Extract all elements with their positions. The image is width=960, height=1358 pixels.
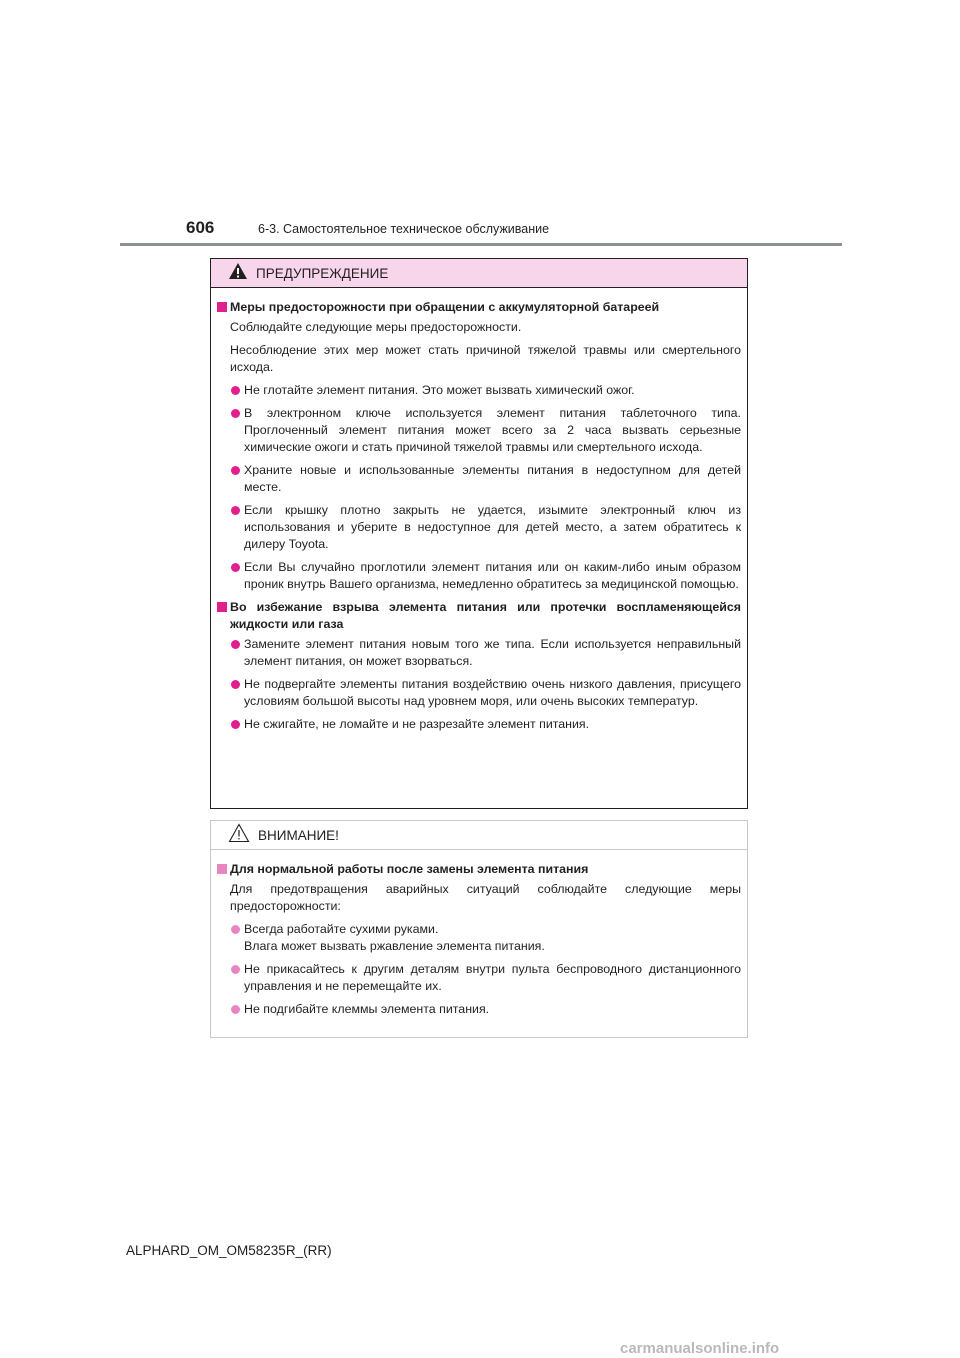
list-item: Не глотайте элемент питания. Это может вызвать химический ожог. xyxy=(217,382,741,399)
circle-bullet-icon xyxy=(230,502,244,519)
section-heading: Для нормальной работы после замены элемента питания xyxy=(217,861,741,878)
circle-bullet-icon xyxy=(230,921,244,938)
square-bullet-icon xyxy=(217,599,230,616)
square-bullet-icon xyxy=(217,299,230,316)
circle-bullet-icon xyxy=(230,462,244,479)
warning-triangle-icon xyxy=(228,262,248,285)
document-code: ALPHARD_OM_OM58235R_(RR) xyxy=(126,1243,332,1258)
page-number: 606 xyxy=(186,218,215,237)
section-title: 6-3. Самостоятельное техническое обслуживание xyxy=(258,222,550,236)
paragraph: Для предотвращения аварийных ситуаций соблюдайте следующие меры предосторожности: xyxy=(230,882,741,913)
warning-title: ПРЕДУПРЕЖДЕНИЕ xyxy=(256,265,389,281)
list-item: Не подвергайте элементы питания воздействию очень низкого давления, присущего условиям большой высоты над уровнем моря, или очень высоких температур. xyxy=(217,676,741,710)
list-item: Не сжигайте, не ломайте и не разрезайте элемент питания. xyxy=(217,716,741,733)
caution-header xyxy=(211,821,747,850)
list-item: Не прикасайтесь к другим деталям внутри пульта беспроводного дистанционного управления и не перемещайте их. xyxy=(217,961,741,995)
circle-bullet-icon xyxy=(230,636,244,653)
circle-bullet-icon xyxy=(230,405,244,422)
warning-body xyxy=(211,288,747,733)
list-item: Если Вы случайно проглотили элемент питания или он каким-либо иным образом проник внутрь Вашего организма, немедленно обратитесь за медицинской помощью. xyxy=(217,559,741,593)
warning-header xyxy=(211,259,747,288)
circle-bullet-icon xyxy=(230,382,244,399)
header-rule xyxy=(120,243,842,246)
section-heading: Во избежание взрыва элемента питания или протечки воспламеняющейся жидкости или газа xyxy=(217,599,741,633)
paragraph: Несоблюдение этих мер может стать причиной тяжелой травмы или смертельного исхода. xyxy=(230,343,741,374)
list-item: Если крышку плотно закрыть не удается, изымите электронный ключ из использования и уберите в недоступное для детей место, а затем обратитесь к дилеру Toyota. xyxy=(217,502,741,553)
section-heading: Меры предосторожности при обращении с аккумуляторной батареей xyxy=(217,299,741,316)
watermark: carmanualsonline.info xyxy=(620,1340,780,1357)
circle-bullet-icon xyxy=(230,1001,244,1018)
square-bullet-icon xyxy=(217,861,230,878)
caution-body xyxy=(211,850,747,1018)
list-item: Всегда работайте сухими руками. Влага может вызвать ржавление элемента питания. xyxy=(217,921,741,955)
caution-title: ВНИМАНИЕ! xyxy=(258,827,339,843)
circle-bullet-icon xyxy=(230,716,244,733)
circle-bullet-icon xyxy=(230,961,244,978)
circle-bullet-icon xyxy=(230,676,244,693)
list-item: В электронном ключе используется элемент питания таблеточного типа. Проглоченный элемент питания может всего за 2 часа вызвать серьезные химические ожоги и стать причиной тяжелой травмы или смертельного исхода. xyxy=(217,405,741,456)
caution-triangle-icon xyxy=(228,823,250,848)
list-item: Замените элемент питания новым того же типа. Если используется неправильный элемент питания, он может взорваться. xyxy=(217,636,741,670)
warning-box xyxy=(210,258,748,809)
paragraph: Соблюдайте следующие меры предосторожности. xyxy=(230,320,522,334)
caution-box xyxy=(210,820,748,1038)
list-item: Не подгибайте клеммы элемента питания. xyxy=(217,1001,741,1018)
list-item: Храните новые и использованные элементы питания в недоступном для детей месте. xyxy=(217,462,741,496)
circle-bullet-icon xyxy=(230,559,244,576)
